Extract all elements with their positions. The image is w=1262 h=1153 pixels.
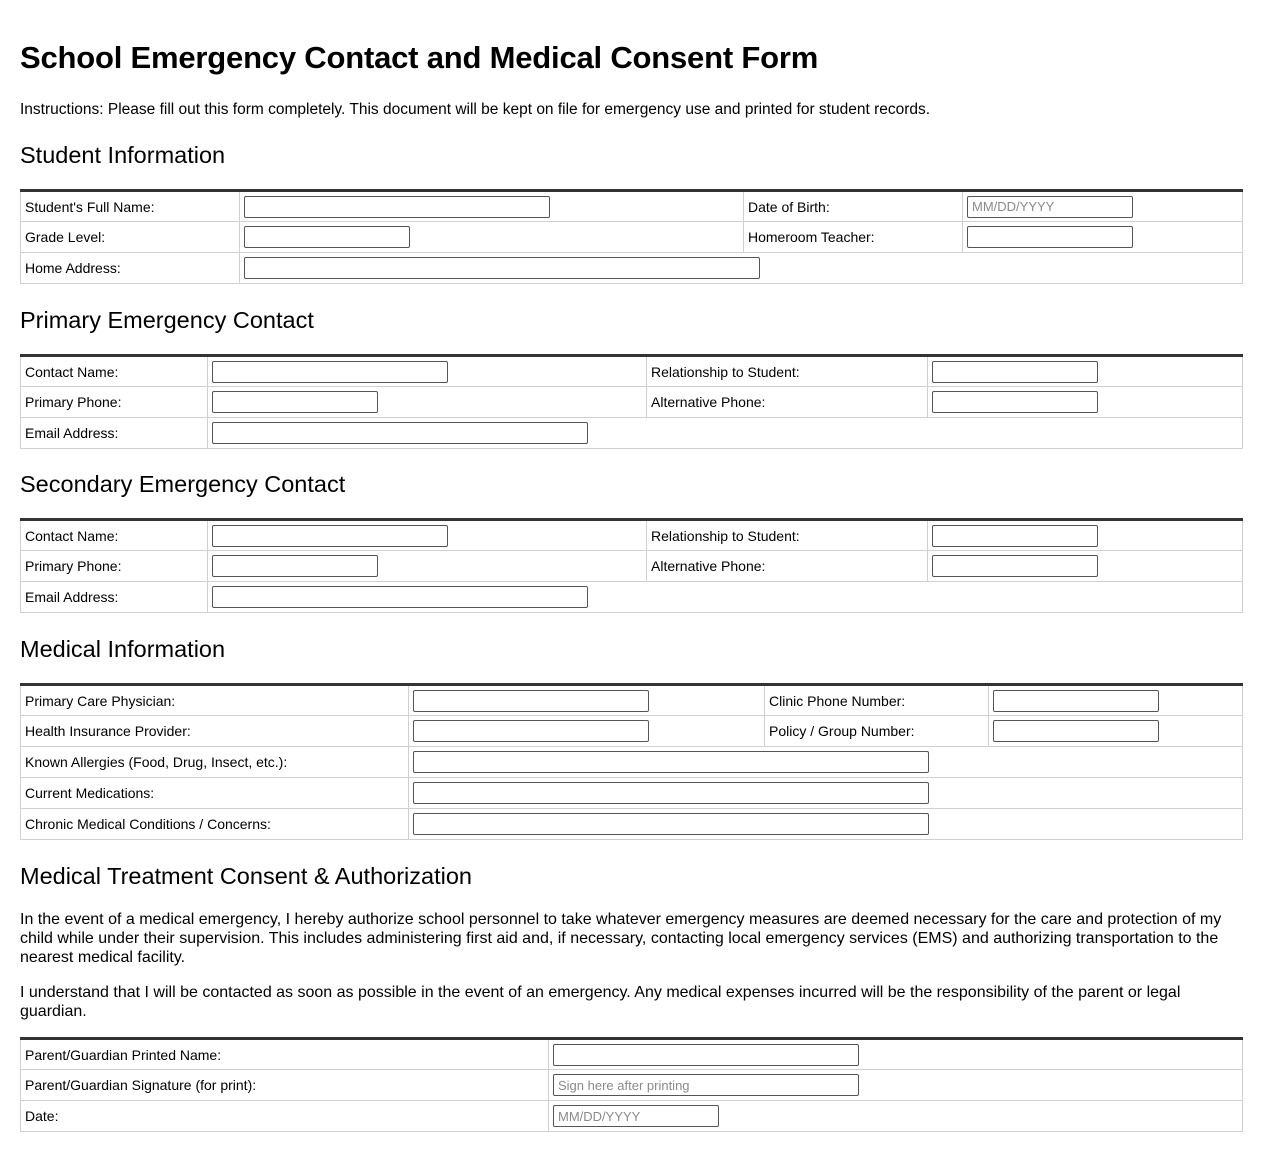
secondary-email-input[interactable]	[212, 586, 588, 608]
medications-input[interactable]	[413, 782, 929, 804]
student-name-cell	[240, 191, 744, 222]
secondary-email-label: Email Address:	[21, 582, 208, 613]
consent-date-cell	[549, 1101, 1243, 1132]
section-heading-student: Student Information	[20, 142, 226, 168]
primary-alt-phone-cell	[928, 387, 1243, 418]
policy-input[interactable]	[993, 720, 1159, 742]
homeroom-label: Homeroom Teacher:	[744, 222, 963, 253]
dob-label: Date of Birth:	[744, 191, 963, 222]
instructions-text: Instructions: Please fill out this form completely. This document will be kept on file for emergency use and printed for student records.	[20, 101, 931, 118]
printed-name-input[interactable]	[553, 1044, 859, 1066]
table-row	[21, 253, 1243, 284]
conditions-label: Chronic Medical Conditions / Concerns:	[21, 809, 409, 840]
secondary-alt-phone-label: Alternative Phone:	[647, 551, 928, 582]
insurance-input[interactable]	[413, 720, 649, 742]
conditions-input[interactable]	[413, 813, 929, 835]
primary-name-cell	[208, 356, 647, 387]
table-row	[21, 809, 1243, 840]
policy-label: Policy / Group Number:	[765, 716, 989, 747]
table-row	[21, 1101, 1243, 1132]
table-row	[21, 551, 1243, 582]
secondary-alt-phone-input[interactable]	[932, 555, 1098, 577]
allergies-input[interactable]	[413, 751, 929, 773]
consent-paragraph-1: In the event of a medical emergency, I hereby authorize school personnel to take whatever emergency measures are deemed necessary for the care and protection of my child while under their supervision. This includes administering first aid and, if necessary, contacting local emergency services (EMS) and authorizing transportation to the nearest medical facility.	[20, 911, 1222, 966]
clinic-phone-label: Clinic Phone Number:	[765, 685, 989, 716]
signature-cell	[549, 1070, 1243, 1101]
clinic-phone-cell	[989, 685, 1243, 716]
physician-cell	[409, 685, 765, 716]
consent-date-label: Date:	[21, 1101, 549, 1132]
section-heading-consent: Medical Treatment Consent & Authorization	[20, 863, 472, 889]
primary-email-cell	[208, 418, 1243, 449]
dob-input[interactable]	[967, 196, 1133, 218]
secondary-phone-input[interactable]	[212, 555, 378, 577]
table-row	[21, 191, 1243, 222]
secondary-contact-table	[20, 518, 1243, 613]
secondary-name-label: Contact Name:	[21, 520, 208, 551]
student-name-input[interactable]	[244, 196, 550, 218]
medications-label: Current Medications:	[21, 778, 409, 809]
grade-input[interactable]	[244, 226, 410, 248]
secondary-relationship-input[interactable]	[932, 525, 1098, 547]
secondary-name-cell	[208, 520, 647, 551]
homeroom-input[interactable]	[967, 226, 1133, 248]
secondary-relationship-cell	[928, 520, 1243, 551]
secondary-name-input[interactable]	[212, 525, 448, 547]
primary-alt-phone-input[interactable]	[932, 391, 1098, 413]
signature-label: Parent/Guardian Signature (for print):	[21, 1070, 549, 1101]
secondary-phone-cell	[208, 551, 647, 582]
printed-name-cell	[549, 1039, 1243, 1070]
address-cell	[240, 253, 1243, 284]
table-row	[21, 1039, 1243, 1070]
primary-contact-table	[20, 354, 1243, 449]
medical-info-table	[20, 683, 1243, 840]
grade-label: Grade Level:	[21, 222, 240, 253]
table-row	[21, 778, 1243, 809]
page-title: School Emergency Contact and Medical Consent Form	[20, 40, 819, 75]
dob-cell	[963, 191, 1243, 222]
address-input[interactable]	[244, 257, 760, 279]
table-row	[21, 716, 1243, 747]
table-row	[21, 582, 1243, 613]
secondary-relationship-label: Relationship to Student:	[647, 520, 928, 551]
primary-phone-input[interactable]	[212, 391, 378, 413]
table-row	[21, 520, 1243, 551]
table-row	[21, 356, 1243, 387]
conditions-cell	[409, 809, 1243, 840]
primary-phone-label: Primary Phone:	[21, 387, 208, 418]
address-label: Home Address:	[21, 253, 240, 284]
consent-signature-table	[20, 1037, 1243, 1132]
secondary-phone-label: Primary Phone:	[21, 551, 208, 582]
table-row	[21, 222, 1243, 253]
primary-name-label: Contact Name:	[21, 356, 208, 387]
consent-paragraph-2: I understand that I will be contacted as soon as possible in the event of an emergency. Any medical expenses incurred will be the responsibility of the parent or legal guardian.	[20, 984, 1181, 1020]
insurance-label: Health Insurance Provider:	[21, 716, 409, 747]
secondary-alt-phone-cell	[928, 551, 1243, 582]
printed-name-label: Parent/Guardian Printed Name:	[21, 1039, 549, 1070]
table-row	[21, 387, 1243, 418]
primary-relationship-label: Relationship to Student:	[647, 356, 928, 387]
section-heading-primary-contact: Primary Emergency Contact	[20, 307, 314, 333]
student-info-table	[20, 189, 1243, 284]
section-heading-medical: Medical Information	[20, 636, 226, 662]
grade-cell	[240, 222, 744, 253]
student-name-label: Student's Full Name:	[21, 191, 240, 222]
allergies-label: Known Allergies (Food, Drug, Insect, etc.):	[21, 747, 409, 778]
primary-relationship-input[interactable]	[932, 361, 1098, 383]
primary-email-label: Email Address:	[21, 418, 208, 449]
insurance-cell	[409, 716, 765, 747]
physician-input[interactable]	[413, 690, 649, 712]
primary-phone-cell	[208, 387, 647, 418]
secondary-email-cell	[208, 582, 1243, 613]
primary-alt-phone-label: Alternative Phone:	[647, 387, 928, 418]
medications-cell	[409, 778, 1243, 809]
primary-email-input[interactable]	[212, 422, 588, 444]
primary-relationship-cell	[928, 356, 1243, 387]
table-row	[21, 747, 1243, 778]
table-row	[21, 1070, 1243, 1101]
homeroom-cell	[963, 222, 1243, 253]
policy-cell	[989, 716, 1243, 747]
primary-name-input[interactable]	[212, 361, 448, 383]
physician-label: Primary Care Physician:	[21, 685, 409, 716]
table-row	[21, 418, 1243, 449]
allergies-cell	[409, 747, 1243, 778]
table-row	[21, 685, 1243, 716]
consent-date-input[interactable]	[553, 1105, 719, 1127]
signature-input[interactable]	[553, 1074, 859, 1096]
clinic-phone-input[interactable]	[993, 690, 1159, 712]
section-heading-secondary-contact: Secondary Emergency Contact	[20, 471, 346, 497]
